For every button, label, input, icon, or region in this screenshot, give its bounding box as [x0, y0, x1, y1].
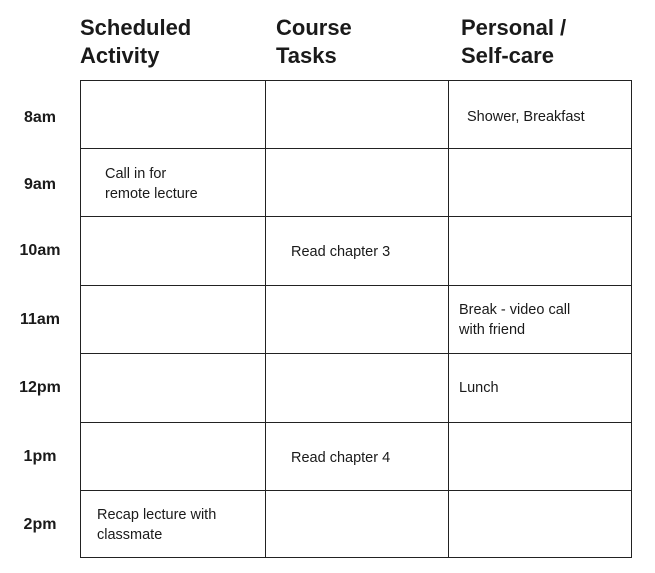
- schedule-grid: [80, 80, 632, 558]
- header-personal-line1: Personal /: [461, 15, 567, 40]
- header-scheduled-line1: Scheduled: [80, 15, 192, 40]
- header-scheduled-activity: [80, 14, 191, 70]
- cell-12pm-personal: [459, 378, 499, 398]
- cell-text-line: Break - video call: [459, 302, 571, 318]
- cell-text-line: classmate: [97, 527, 163, 543]
- time-label-9am: 9am: [23, 176, 57, 193]
- cell-text-line: with friend: [459, 322, 526, 338]
- header-course-tasks: [276, 14, 352, 70]
- cell-text-line: Read chapter 3: [291, 244, 391, 260]
- header-course-line2: Tasks: [276, 43, 337, 68]
- header-scheduled-line2: Activity: [80, 43, 160, 68]
- column-divider: [265, 81, 266, 557]
- row-divider: [81, 148, 631, 149]
- row-divider: [81, 353, 631, 354]
- row-divider: [81, 490, 631, 491]
- row-divider: [81, 216, 631, 217]
- time-label-2pm: 2pm: [23, 516, 57, 533]
- header-personal-selfcare: [461, 14, 566, 70]
- cell-text-line: Lunch: [459, 380, 499, 396]
- cell-text-line: remote lecture: [105, 186, 198, 202]
- header-personal-line2: Self-care: [461, 43, 554, 68]
- cell-9am-scheduled: [105, 164, 198, 204]
- cell-1pm-course: [291, 448, 390, 468]
- cell-text-line: Read chapter 4: [291, 450, 391, 466]
- cell-2pm-scheduled: [97, 505, 216, 545]
- time-label-10am: 10am: [19, 242, 61, 259]
- cell-text-line: Call in for: [105, 166, 167, 182]
- header-course-line1: Course: [276, 15, 352, 40]
- time-label-12pm: 12pm: [19, 379, 61, 396]
- cell-8am-personal: [467, 107, 585, 127]
- time-label-1pm: 1pm: [23, 448, 57, 465]
- cell-text-line: Recap lecture with: [97, 507, 217, 523]
- time-label-8am: 8am: [23, 109, 57, 126]
- row-divider: [81, 422, 631, 423]
- row-divider: [81, 285, 631, 286]
- cell-11am-personal: [459, 300, 570, 340]
- column-divider: [448, 81, 449, 557]
- cell-10am-course: [291, 242, 390, 262]
- time-label-11am: 11am: [19, 311, 61, 328]
- cell-text-line: Shower, Breakfast: [467, 109, 585, 125]
